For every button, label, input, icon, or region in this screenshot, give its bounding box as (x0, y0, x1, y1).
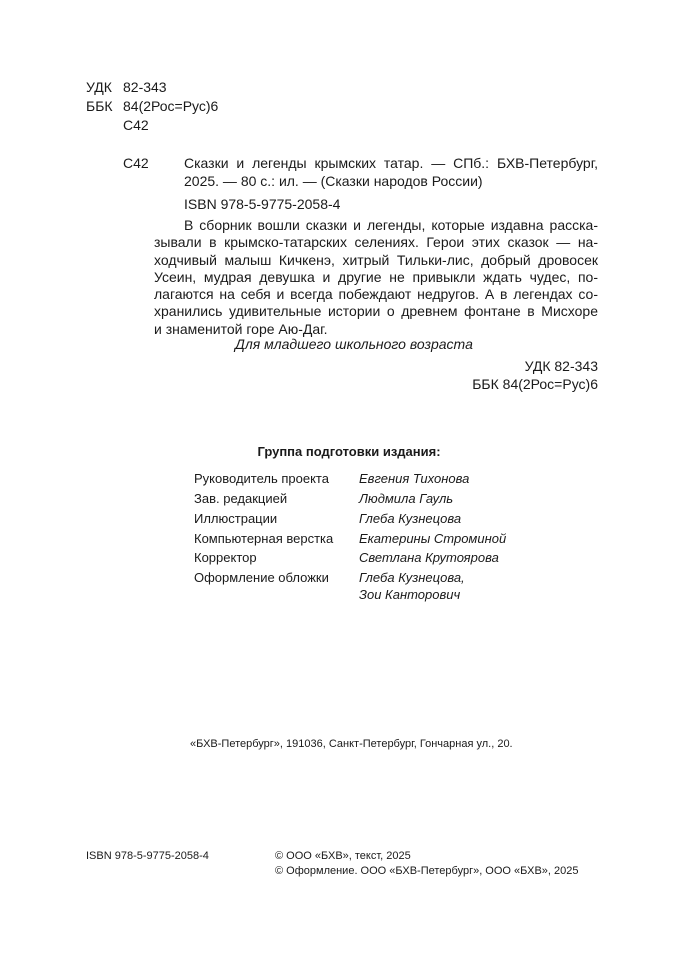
copyright-design: © Оформление. ООО «БХВ-Петербург», ООО «БХВ», 2025 (275, 865, 579, 877)
audience-note: Для младшего школьного возраста (235, 336, 473, 352)
bib-line-2: 2025. — 80 с.: ил. — (Сказки народов России) (184, 173, 483, 189)
annotation-udk: УДК 82-343 (524, 358, 598, 374)
credit-role: Компьютерная верстка (194, 531, 334, 546)
credit-role: Оформление обложки (194, 570, 329, 585)
copyright-text: © ООО «БХВ», текст, 2025 (275, 850, 411, 862)
author-mark: С42 (123, 117, 149, 133)
credit-name: Людмила Гауль (359, 491, 454, 506)
udk-label: УДК (86, 79, 112, 95)
credit-name: Екатерины Строминой (359, 531, 507, 546)
annotation-text (154, 217, 598, 338)
credit-name: Евгения Тихонова (359, 471, 470, 486)
udk-value: 82-343 (123, 79, 167, 95)
publisher-address: «БХВ-Петербург», 191036, Санкт-Петербург, Гончарная ул., 20. (190, 738, 513, 750)
credit-name: Глеба Кузнецова (359, 511, 462, 526)
annotation-line: зывали в крымско-татарских селениях. Герои этих сказок — на- (154, 234, 598, 251)
annotation-line: В сборник вошли сказки и легенды, которые издавна расска- (184, 217, 598, 233)
annotation-line: и знаменитой горе Аю-Даг. (154, 320, 328, 337)
annotation-line: ходчивый малыш Кичкенэ, хитрый Тильки-лис, добрый дровосек (154, 251, 598, 268)
bib-line-1: Сказки и легенды крымских татар. — СПб.: БХВ-Петербург, (184, 155, 598, 171)
isbn: ISBN 978-5-9775-2058-4 (184, 196, 341, 212)
credit-name-secondary: Зои Канторович (359, 587, 461, 602)
annotation-bbk: ББК 84(2Рос=Рус)6 (472, 376, 598, 392)
annotation-line: хранились удивительные истории о древнем фонтане в Мисхоре (154, 303, 598, 320)
credit-role: Корректор (194, 550, 257, 565)
bbk-label: ББК (86, 98, 113, 114)
credit-name: Глеба Кузнецова, (359, 570, 465, 585)
annotation-line: лагаются на себя и всегда побеждают недругов. А в легендах со- (154, 286, 598, 303)
credit-role: Зав. редакцией (194, 491, 288, 506)
credit-role: Иллюстрации (194, 511, 278, 526)
credit-name: Светлана Крутоярова (359, 550, 499, 565)
credits-title: Группа подготовки издания: (257, 444, 441, 459)
bib-author-mark: С42 (123, 155, 149, 171)
annotation-line: Усеин, мудрая девушка и другие не привыкли ждать чудес, по- (154, 268, 598, 285)
bbk-value: 84(2Рос=Рус)6 (123, 98, 219, 114)
credit-role: Руководитель проекта (194, 471, 329, 486)
footer-isbn: ISBN 978-5-9775-2058-4 (86, 850, 209, 862)
